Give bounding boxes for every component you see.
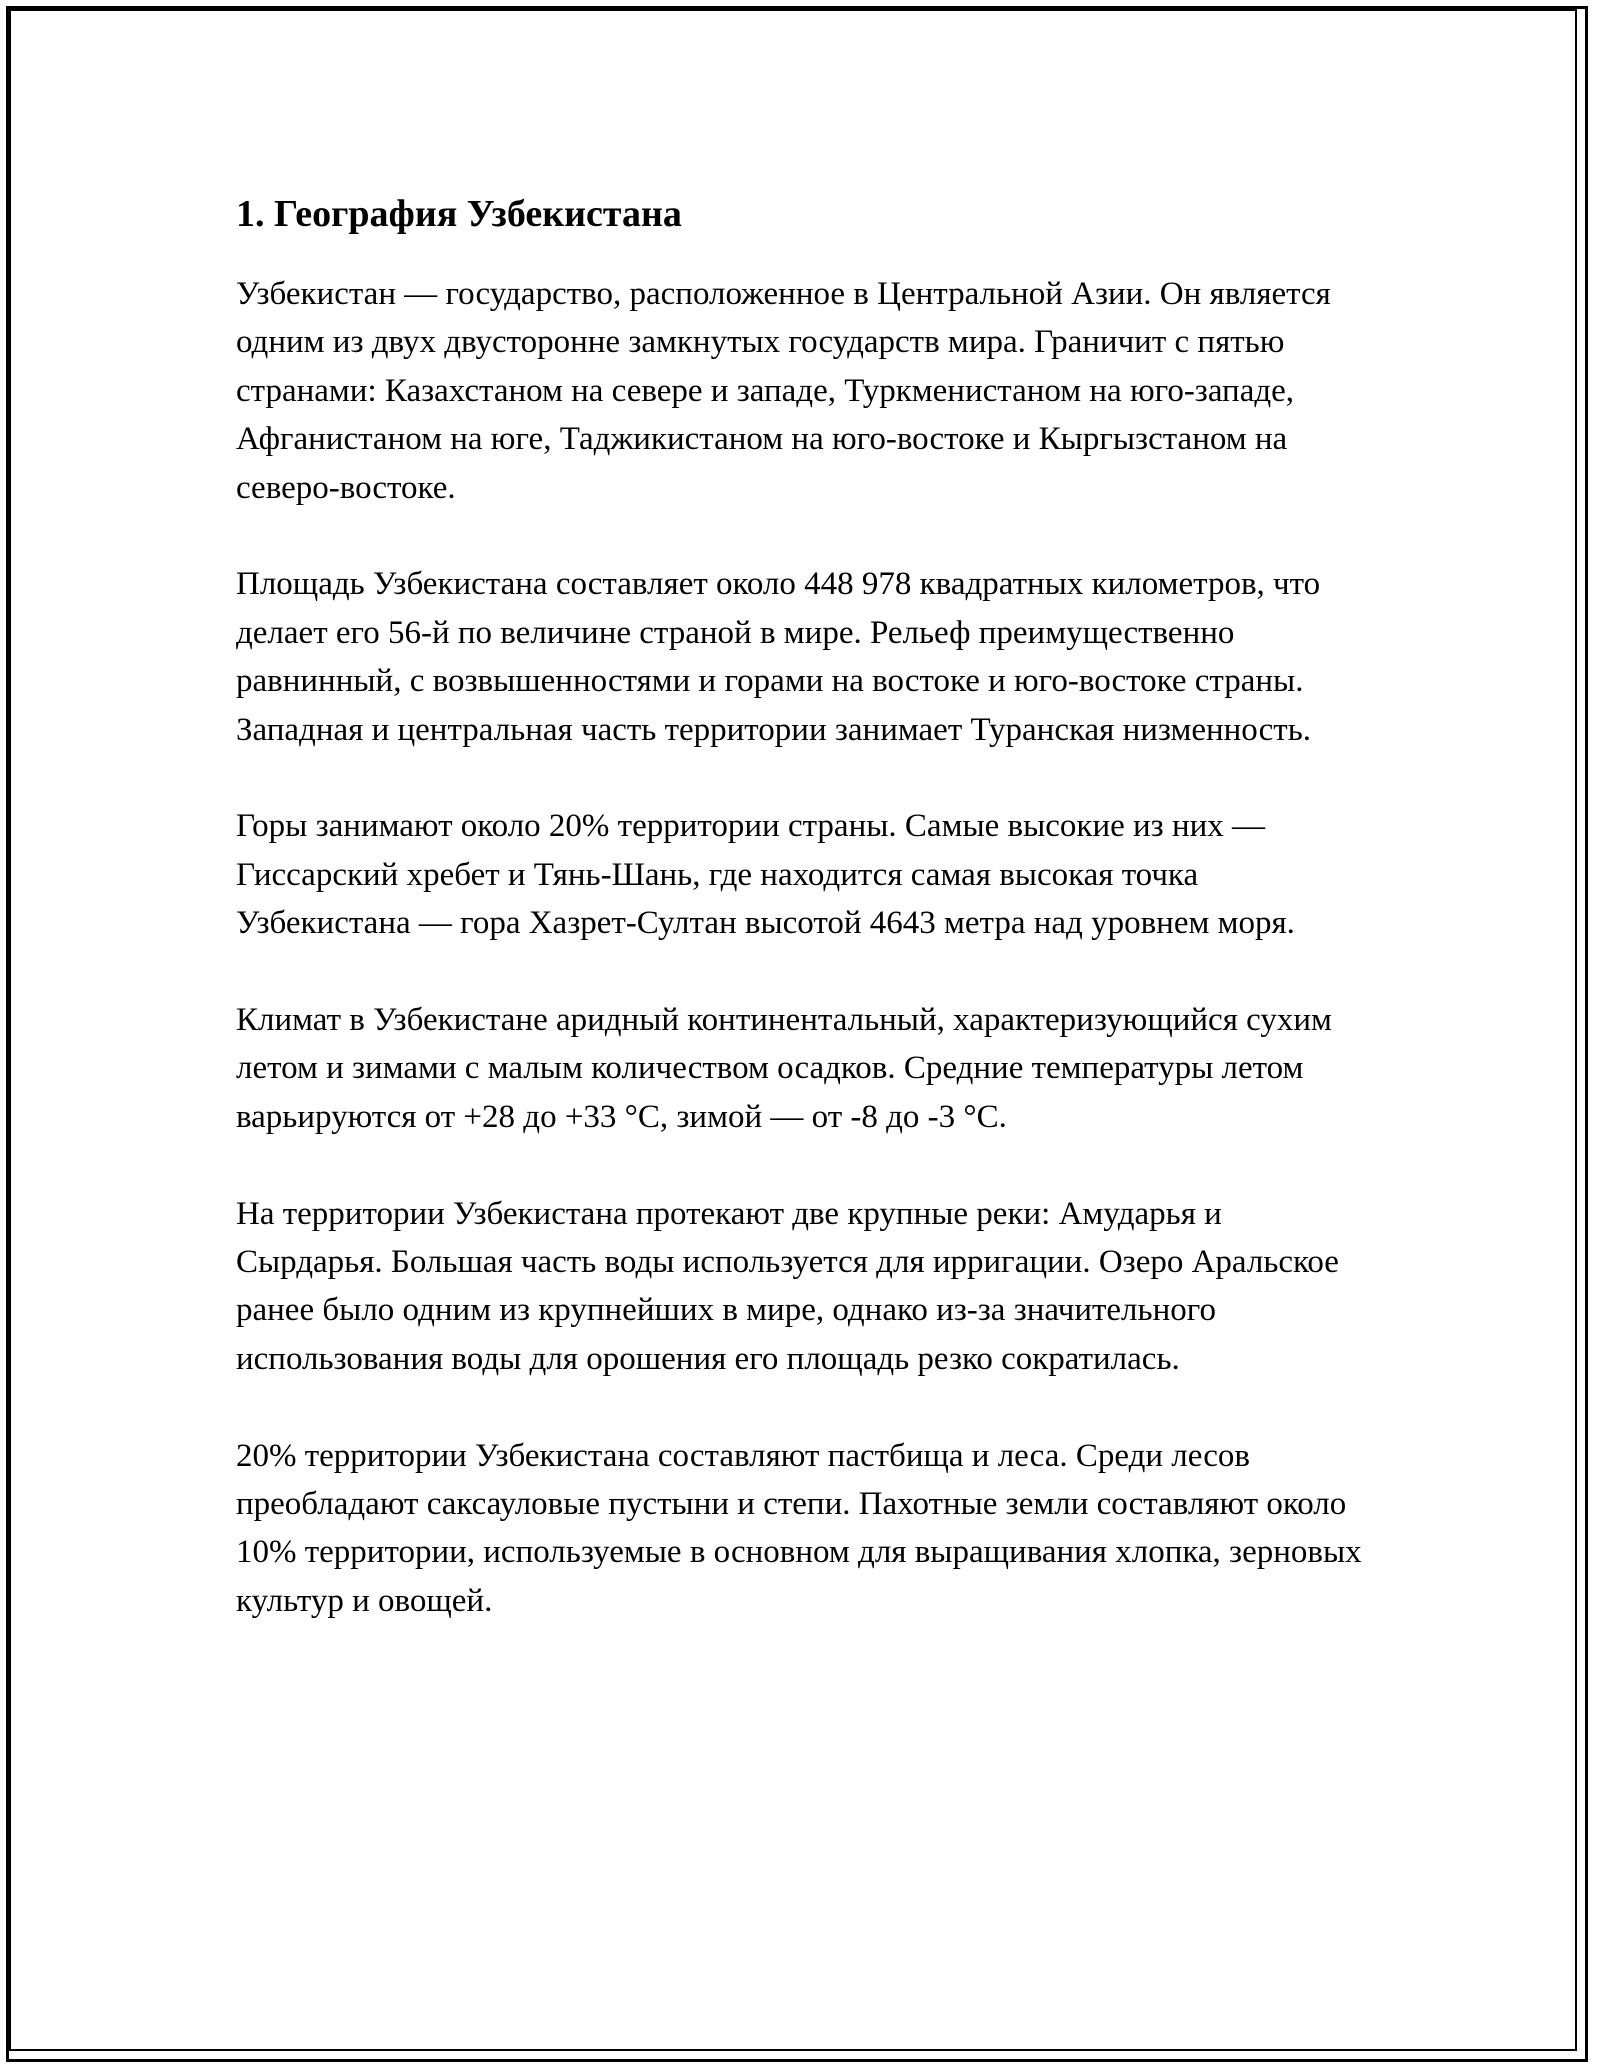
paragraph-climate: Климат в Узбекистане аридный континентальный, характеризующийся сухим летом и зимами с малым количеством осадков. Средние температуры летом варьируются от +28 до +33 °C, зимой — от -8 до -3 °C. <box>236 1002 1332 1135</box>
document-title: 1. География Узбекистана <box>236 193 682 235</box>
paragraph-area-relief: Площадь Узбекистана составляет около 448 978 квадратных километров, что делает его 56-й по величине страной в мире. Рельеф преимущественно равнинный, с возвышенностями и горами на востоке и юго-востоке страны. Западная и центральная часть территории занимает Туранская низменность. <box>236 566 1321 748</box>
paragraph-borders: Узбекистан — государство, расположенное в Центральной Азии. Он является одним из двух двусторонне замкнутых государств мира. Граничит с пятью странами: Казахстаном на севере и западе, Туркменистаном на юго-западе, Афганистаном на юге, Таджикистаном на юго-востоке и Кыргызстаном на северо-востоке. <box>236 276 1331 506</box>
paragraph-rivers: На территории Узбекистана протекают две крупные реки: Амударья и Сырдарья. Большая часть воды используется для ирригации. Озеро Аральское ранее было одним из крупнейших в мире, однако из-за значительного использования воды для орошения его площадь резко сократилась. <box>236 1195 1339 1377</box>
paragraph-mountains: Горы занимают около 20% территории страны. Самые высокие из них — Гиссарский хребет и Тянь-Шань, где находится самая высокая точка Узбекистана — гора Хазрет-Султан высотой 4643 метра над уровнем моря. <box>236 808 1295 942</box>
document-body <box>236 186 1376 1674</box>
paragraph-land-use: 20% территории Узбекистана составляют пастбища и леса. Среди лесов преобладают саксауловые пустыни и степи. Пахотные земли составляют около 10% территории, используемые в основном для выращивания хлопка, зерновых культур и овощей. <box>236 1437 1362 1619</box>
